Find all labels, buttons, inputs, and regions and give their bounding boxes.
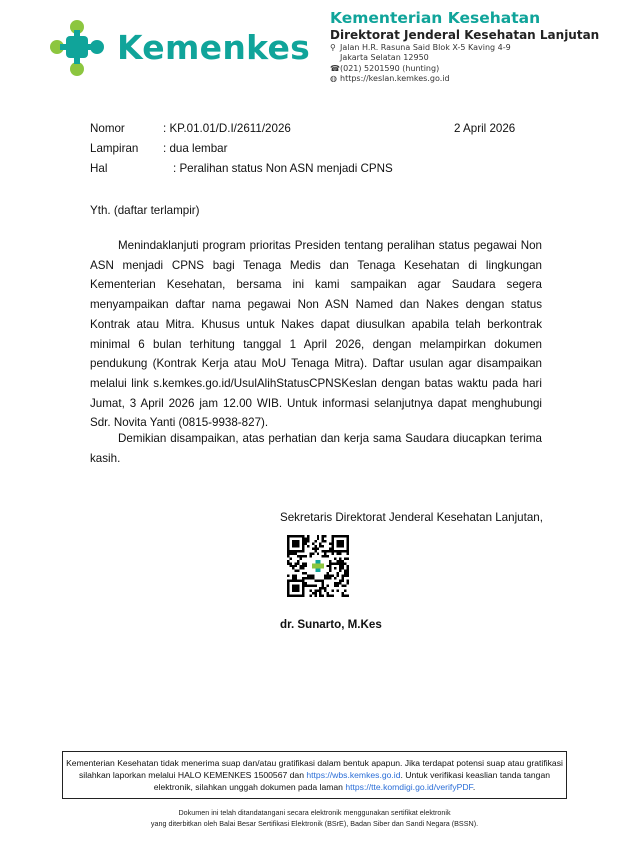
location-pin-icon: ⚲ (330, 43, 336, 52)
nomor-value: : KP.01.01/D.I/2611/2026 (163, 122, 291, 135)
address-line2: Jakarta Selatan 12950 (340, 53, 429, 63)
phone-line (330, 64, 599, 74)
anti-gratification-notice (62, 751, 567, 799)
footer-line-1: Dokumen ini telah ditandatangani secara elektronik menggunakan sertifikat elektronik (178, 808, 451, 817)
globe-icon: ◍ (330, 73, 337, 83)
website-line (330, 74, 599, 84)
qr-code (287, 535, 349, 597)
esign-footer (0, 808, 629, 829)
notice-text-1: Kementerian Kesehatan tidak menerima suap dan/atau gratifikasi dalam bentuk apapun. Jika terdapat potensi suap atau gratifikasi silahkan laporkan melalui HALO KEMENKES 1500567 dan (66, 758, 563, 781)
org-block (330, 9, 599, 84)
lampiran-label: Lampiran (90, 142, 139, 155)
kemenkes-logo (48, 18, 106, 78)
signatory-title: Sekretaris Direktorat Jenderal Kesehatan Lanjutan, (280, 511, 543, 524)
body-paragraph-1: Menindaklanjuti program prioritas Presiden tentang peralihan status pegawai Non ASN menjadi CPNS bagi Tenaga Medis dan Tenaga Kesehatan di lingkungan Kementerian Kesehatan, bersama ini kami sampaikan agar Saudara segera menyampaikan daftar nama pegawai Non ASN Named dan Nakes dengan status Kontrak atau Mitra. Khusus untuk Nakes dapat diusulkan apabila telah berkontrak minimal 6 bulan terhitung tanggal 1 April 2026, dengan melampirkan dokumen pendukung (Kontrak Kerja atau MoU Tenaga Mitra). Daftar usulan agar disampaikan melalui link s.kemkes.go.id/UsulAlihStatusCPNSKeslan dengan batas waktu pada hari Jumat, 3 April 2026 jam 12.00 WIB. Untuk informasi selanjutnya dapat menghubungi Sdr. Novita Yanti (0815-9938-827). (90, 239, 542, 430)
website[interactable]: https://keslan.kemkes.go.id (340, 73, 450, 83)
addressee: Yth. (daftar terlampir) (90, 204, 200, 217)
letter-date: 2 April 2026 (454, 122, 516, 135)
body-paragraph-2: Demikian disampaikan, atas perhatian dan kerja sama Saudara diucapkan terima kasih. (90, 432, 542, 465)
address-line-2 (330, 53, 599, 63)
verify-pdf-link[interactable]: https://tte.komdigi.go.id/verifyPDF (345, 782, 473, 793)
address-line1: Jalan H.R. Rasuna Said Blok X-5 Kaving 4-9 (340, 43, 511, 52)
org-unit: Direktorat Jenderal Kesehatan Lanjutan (330, 28, 600, 42)
nomor-label: Nomor (90, 122, 125, 135)
lampiran-value: : dua lembar (163, 142, 228, 155)
hal-label: Hal (90, 162, 108, 175)
notice-text-3: . (472, 782, 476, 793)
org-name: Kementerian Kesehatan (330, 9, 541, 27)
hal-value: : Peralihan status Non ASN menjadi CPNS (173, 162, 393, 175)
address-line (330, 43, 599, 53)
notice-text-2: . Untuk verifikasi keaslian tanda tangan elektronik, silahkan unggah dokumen pada laman (153, 770, 551, 793)
phone-icon: ☎ (330, 63, 340, 73)
wbs-link[interactable]: https://wbs.kemkes.go.id (306, 770, 401, 781)
phone: (021) 5201590 (hunting) (340, 63, 440, 73)
footer-line-2: yang diterbitkan oleh Balai Besar Sertifikasi Elektronik (BSrE), Badan Siber dan Sandi Negara (BSSN). (150, 818, 479, 828)
brand-name: Kemenkes (117, 28, 311, 67)
signatory-name: dr. Sunarto, M.Kes (280, 618, 382, 631)
